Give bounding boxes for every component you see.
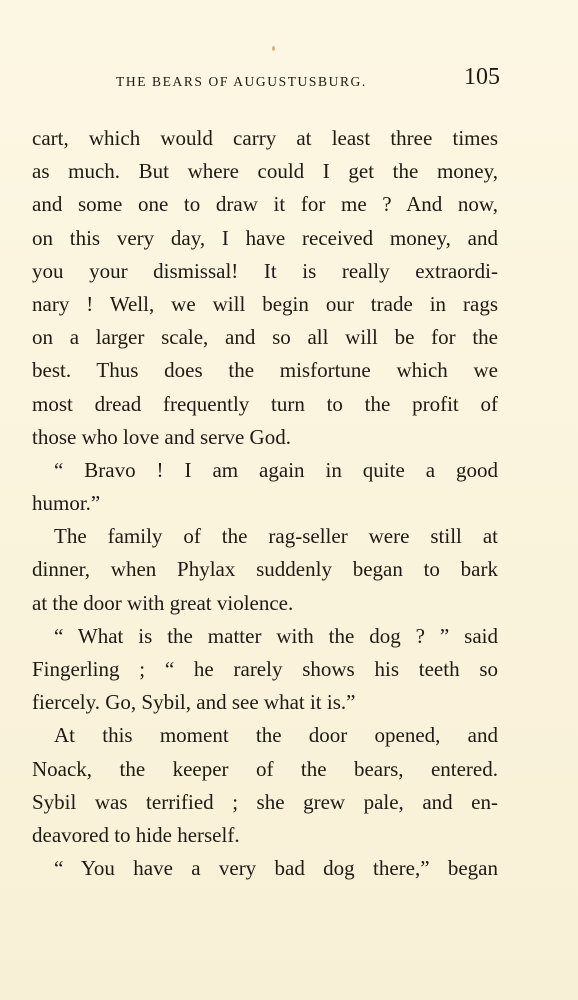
text-line: Fingerling ; “ he rarely shows his teeth so xyxy=(32,657,498,681)
text-line: Noack, the keeper of the bears, entered. xyxy=(32,756,498,781)
text-line: cart, which would carry at least three times xyxy=(32,126,498,150)
text-line: nary ! Well, we will begin our trade in rags xyxy=(32,291,498,316)
text-line: “ You have a very bad dog there,” began xyxy=(54,856,498,881)
text-line: on this very day, I have received money, and xyxy=(32,225,498,250)
text-line: fiercely. Go, Sybil, and see what it is.” xyxy=(32,690,356,715)
paper-speck xyxy=(272,46,275,51)
text-line: deavored to hide herself. xyxy=(32,822,240,847)
text-line: best. Thus does the misfortune which we xyxy=(32,358,498,383)
running-title: THE BEARS OF AUGUSTUSBURG. xyxy=(116,74,367,89)
text-line: those who love and serve God. xyxy=(32,424,291,449)
text-line: dinner, when Phylax suddenly began to bark xyxy=(32,557,498,582)
text-line: humor.” xyxy=(32,491,101,516)
text-line: “ Bravo ! I am again in quite a good xyxy=(54,457,498,482)
text-line: “ What is the matter with the dog ? ” said xyxy=(54,623,498,648)
page-number: 105 xyxy=(464,64,500,90)
text-line: The family of the rag-seller were still at xyxy=(54,524,498,549)
text-line: At this moment the door opened, and xyxy=(54,723,498,748)
body-text xyxy=(32,122,498,885)
text-line: most dread frequently turn to the profit of xyxy=(32,391,498,416)
text-line: on a larger scale, and so all will be for the xyxy=(32,325,498,350)
text-line: as much. But where could I get the money, xyxy=(32,159,498,184)
running-head xyxy=(34,64,500,96)
text-line: Sybil was terrified ; she grew pale, and en- xyxy=(32,789,498,814)
text-line: you your dismissal! It is really extraordi- xyxy=(32,258,498,283)
text-line: and some one to draw it for me ? And now, xyxy=(32,192,498,217)
text-line: at the door with great violence. xyxy=(32,590,294,615)
